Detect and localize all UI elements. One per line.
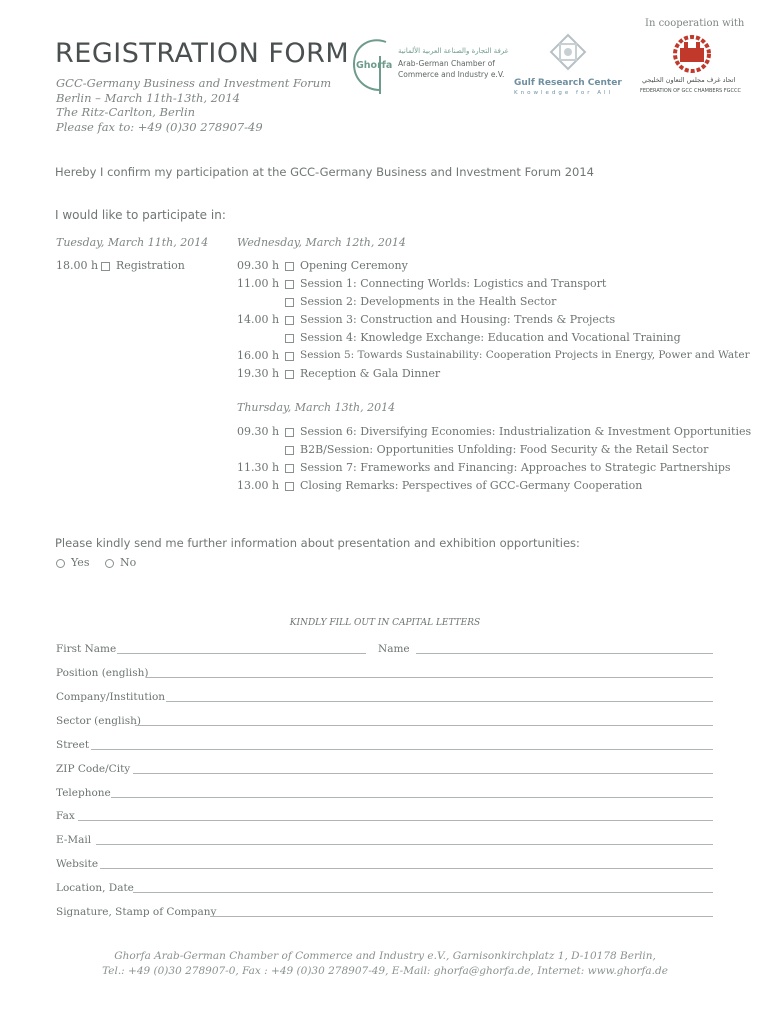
street-label: Street [56,739,90,751]
schedule-label: Closing Remarks: Perspectives of GCC-Germany Cooperation [300,479,643,492]
schedule-label: Reception & Gala Dinner [300,367,441,380]
session-6-checkbox[interactable] [285,428,294,437]
session-5-checkbox[interactable] [285,352,294,361]
footer-address: Ghorfa Arab-German Chamber of Commerce and Industry e.V., Garnisonkirchplatz 1, D-10178 Berlin, [114,950,656,962]
ghorfa-name-line-1: Arab-German Chamber of [398,59,495,68]
location-date-label: Location, Date [56,882,134,894]
email-label: E-Mail [56,834,92,846]
schedule-label: Session 1: Connecting Worlds: Logistics and Transport [300,277,607,290]
confirmation-statement: Hereby I confirm my participation at the GCC-Germany Business and Investment Forum 2014 [55,165,594,179]
ghorfa-brand: Ghorfa [356,60,393,71]
signature-label: Signature, Stamp of Company [56,906,217,918]
telephone-label: Telephone [56,787,111,799]
schedule-time: 19.30 h [237,367,280,380]
street-field[interactable] [91,749,713,750]
gcc-arabic-name: اتحاد غرف مجلس التعاون الخليجي [642,76,736,84]
website-field[interactable] [100,868,713,869]
position-label: Position (english) [56,667,149,679]
no-radio[interactable] [105,559,114,568]
session-7-checkbox[interactable] [285,464,294,473]
wednesday-heading: Wednesday, March 12th, 2014 [237,236,406,249]
schedule-item [237,349,750,363]
schedule-item-registration [56,259,216,273]
grc-tagline: Knowledge for All [514,90,614,96]
no-label: No [120,556,137,569]
grc-name: Gulf Research Center [514,78,622,88]
schedule-time: 14.00 h [237,313,280,326]
opening-ceremony-checkbox[interactable] [285,262,294,271]
schedule-item [237,277,737,291]
cooperation-label: In cooperation with [645,18,745,29]
email-field[interactable] [96,844,713,845]
session-4-checkbox[interactable] [285,334,294,343]
zip-city-label: ZIP Code/City [56,763,131,775]
schedule-time: 09.30 h [237,259,280,272]
sector-label: Sector (english) [56,715,141,727]
schedule-item [237,259,737,273]
registration-checkbox[interactable] [101,262,110,271]
ghorfa-logo [350,36,509,96]
schedule-item [237,479,737,493]
company-label: Company/Institution [56,691,166,703]
closing-remarks-checkbox[interactable] [285,482,294,491]
footer-contact: Tel.: +49 (0)30 278907-0, Fax : +49 (0)30 278907-49, E-Mail: ghorfa@ghorfa.de, Internet: www.ghorfa.de [102,965,668,977]
fax-field[interactable] [78,820,713,821]
yes-label: Yes [71,556,90,569]
grc-emblem-icon [546,30,590,74]
schedule-label: Session 3: Construction and Housing: Trends & Projects [300,313,616,326]
tuesday-heading: Tuesday, March 11th, 2014 [56,236,209,249]
location-date-field[interactable] [133,892,713,893]
schedule-label: Session 4: Knowledge Exchange: Education and Vocational Training [300,331,681,344]
schedule-time: 13.00 h [237,479,280,492]
schedule-label: Session 5: Towards Sustainability: Cooperation Projects in Energy, Power and Water [300,349,750,361]
thursday-heading: Thursday, March 13th, 2014 [237,401,396,414]
schedule-time: 18.00 h [56,259,99,272]
gcc-name: FEDERATION OF GCC CHAMBERS FGCCC [640,88,742,94]
name-label: Name [378,643,410,655]
participate-heading: I would like to participate in: [55,208,226,222]
schedule-time: 11.00 h [237,277,280,290]
gcc-chambers-logo [638,34,748,98]
first-name-field[interactable] [117,653,366,654]
session-2-checkbox[interactable] [285,298,294,307]
session-1-checkbox[interactable] [285,280,294,289]
schedule-time: 09.30 h [237,425,280,438]
schedule-time: 11.30 h [237,461,280,474]
fax-instruction: Please fax to: +49 (0)30 278907-49 [56,120,263,134]
event-dates: Berlin – March 11th-13th, 2014 [56,91,240,105]
further-info-question: Please kindly send me further information about presentation and exhibition opportunities: [55,536,580,550]
schedule-label: Registration [116,259,185,272]
first-name-label: First Name [56,643,117,655]
gala-dinner-checkbox[interactable] [285,370,294,379]
schedule-item [237,425,752,439]
grc-logo [510,30,628,100]
capital-letters-instruction: KINDLY FILL OUT IN CAPITAL LETTERS [289,618,481,628]
fax-label: Fax [56,810,75,822]
schedule-label: B2B/Session: Opportunities Unfolding: Food Security & the Retail Sector [300,443,709,456]
telephone-field[interactable] [111,797,713,798]
session-3-checkbox[interactable] [285,316,294,325]
event-venue: The Ritz-Carlton, Berlin [56,105,196,119]
name-field[interactable] [416,653,713,654]
company-field[interactable] [166,701,713,702]
schedule-label: Session 7: Frameworks and Financing: Approaches to Strategic Partnerships [300,461,731,474]
zip-city-field[interactable] [133,773,713,774]
ghorfa-arabic-name: غرفة التجارة والصناعة العربية الألمانية [398,47,509,55]
ghorfa-name-line-2: Commerce and Industry e.V. [398,70,505,79]
gcc-emblem-icon [664,34,720,74]
schedule-item [237,367,737,381]
b2b-session-checkbox[interactable] [285,446,294,455]
schedule-item [237,331,737,345]
schedule-label: Session 6: Diversifying Economies: Industrialization & Investment Opportunities [300,425,752,438]
page-title: REGISTRATION FORM [55,38,350,69]
schedule-time: 16.00 h [237,349,280,362]
website-label: Website [56,858,99,870]
signature-field[interactable] [210,916,713,917]
event-name: GCC-Germany Business and Investment Forum [56,76,332,90]
yes-radio[interactable] [56,559,65,568]
position-field[interactable] [146,677,713,678]
schedule-label: Opening Ceremony [300,259,408,272]
sector-field[interactable] [135,725,713,726]
schedule-item [237,313,737,327]
schedule-item [237,461,737,475]
schedule-item [237,295,737,309]
schedule-label: Session 2: Developments in the Health Sector [300,295,557,308]
schedule-item [237,443,737,457]
further-info-options [56,556,196,570]
